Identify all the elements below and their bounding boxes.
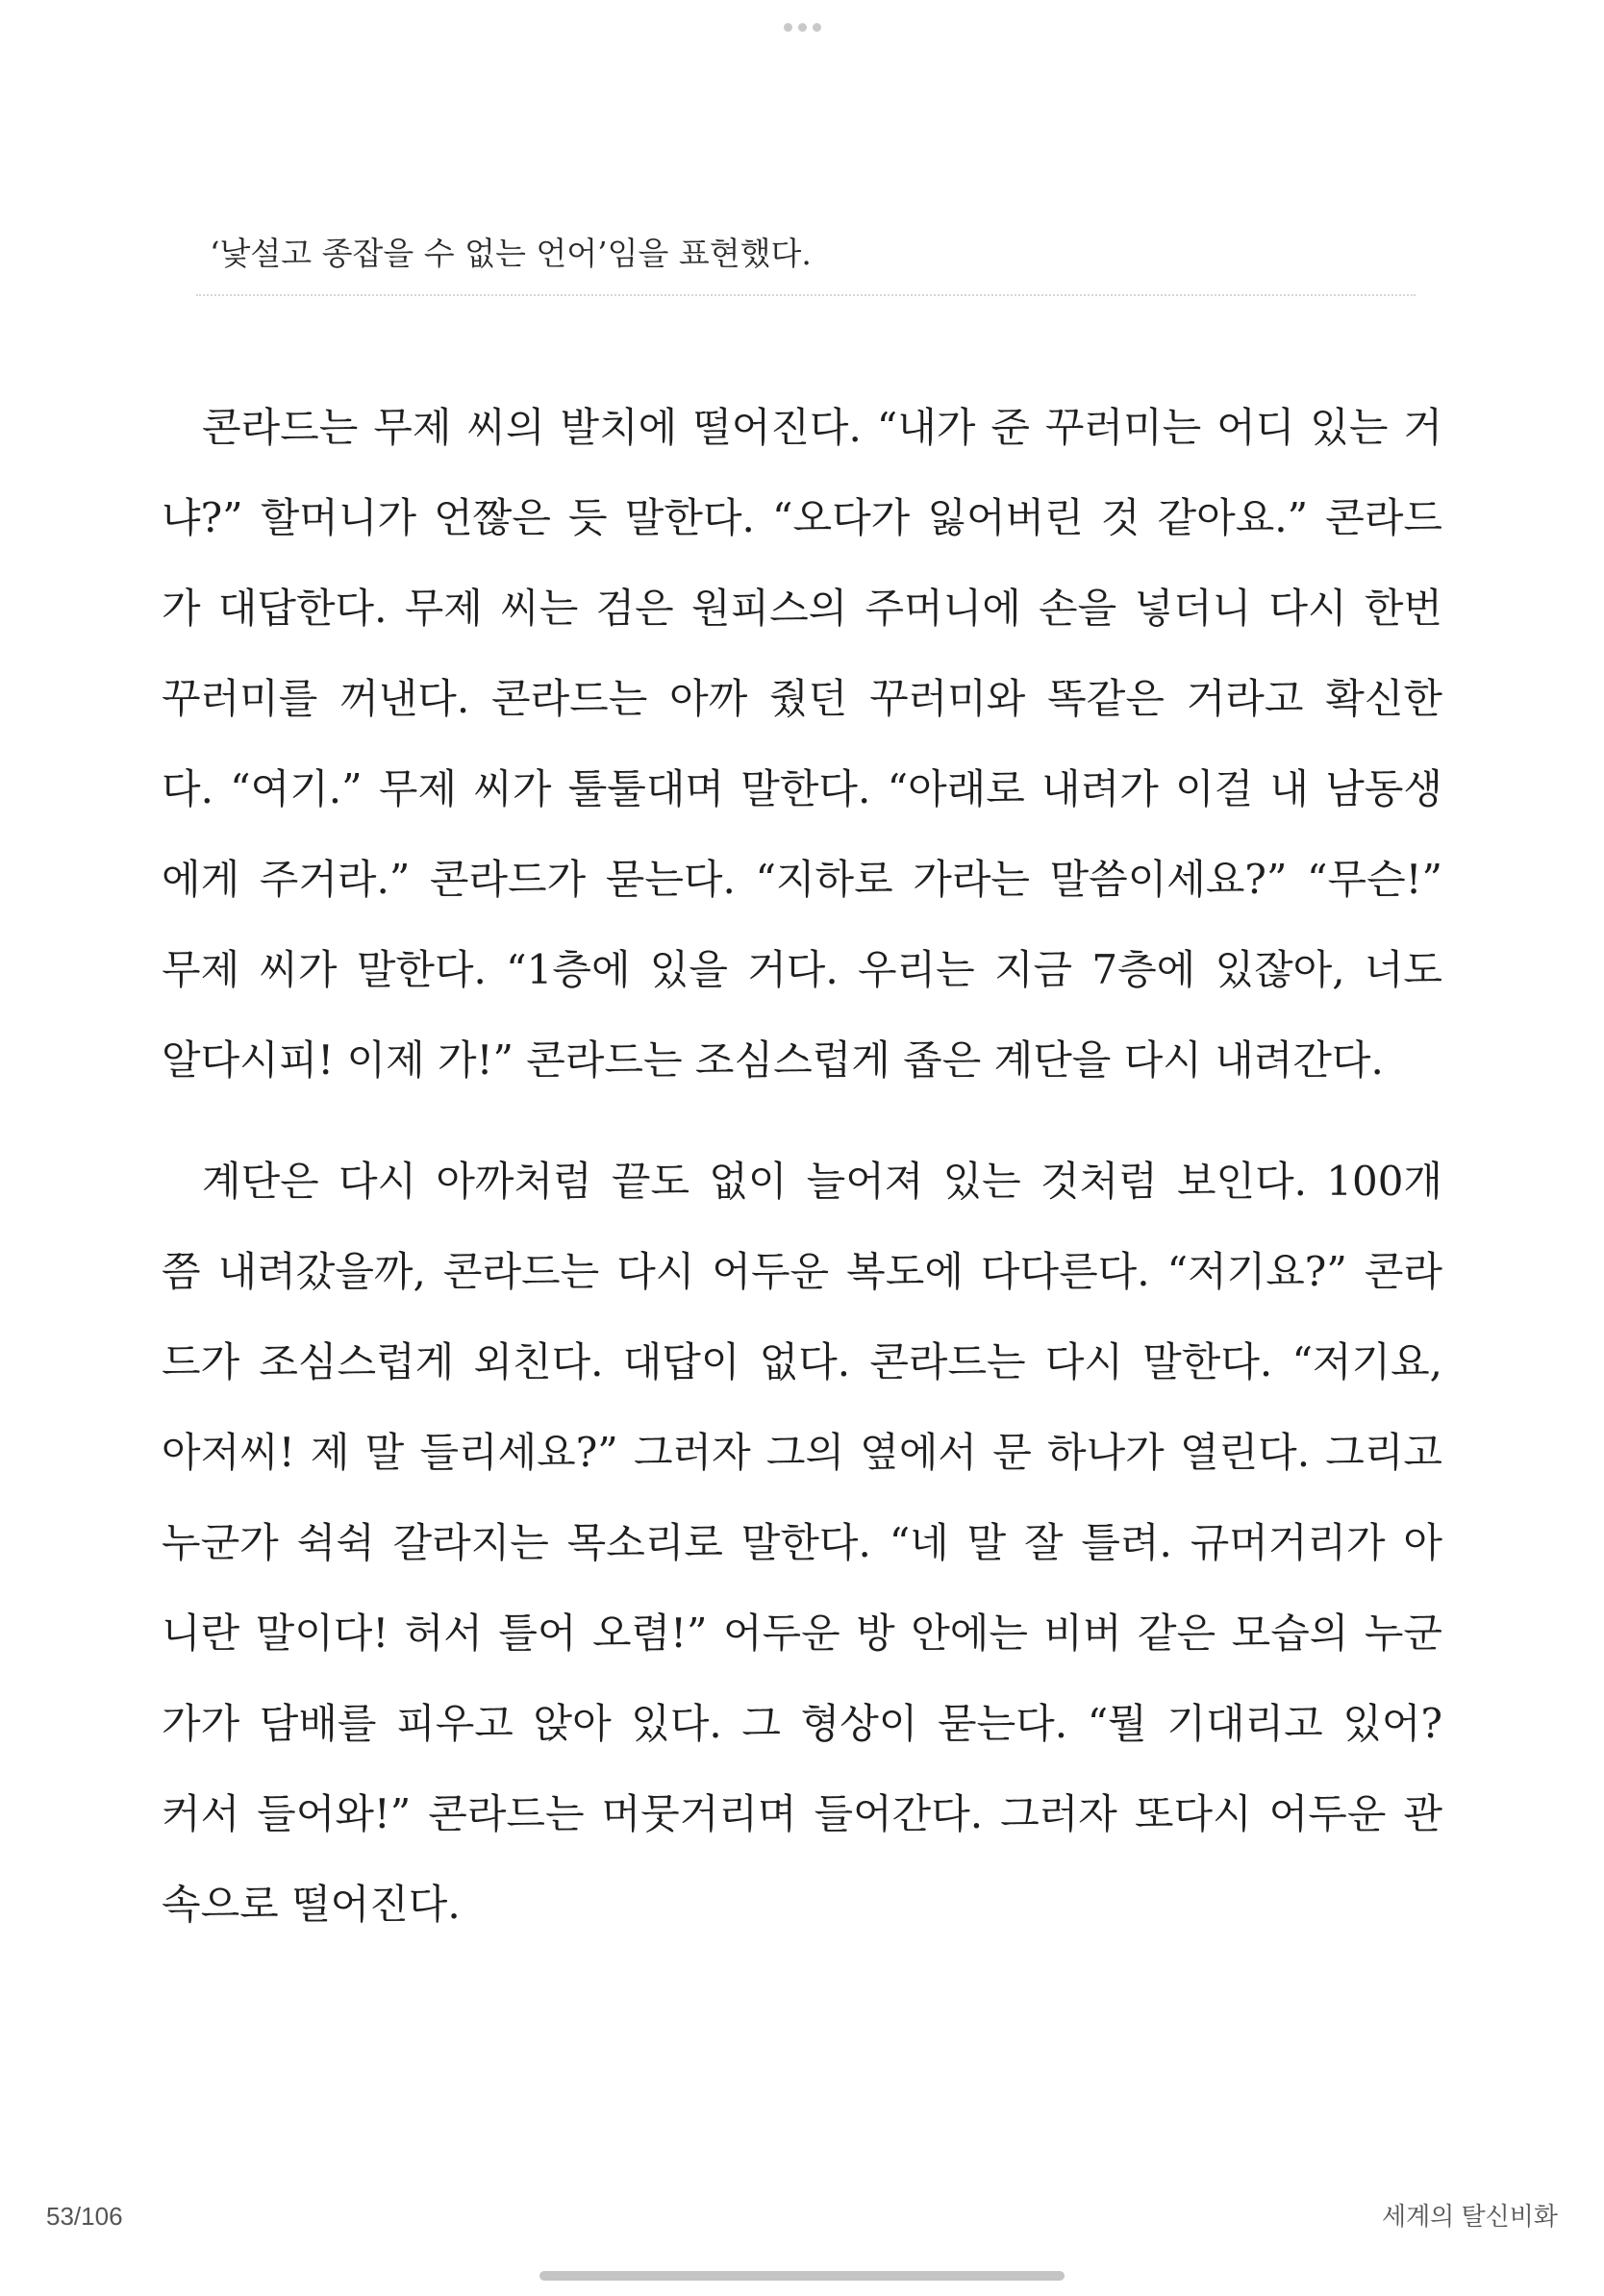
paragraph-2 <box>162 1136 1442 1950</box>
book-title: 세계의 탈신비화 <box>1381 2202 1558 2231</box>
text-line: 속으로 떨어진다. <box>162 1881 461 1928</box>
footnote-divider <box>196 294 1416 296</box>
text-line: 다. “여기.” 무제 씨가 툴툴대며 말한다. “아래로 내려가 이걸 내 남동생 <box>162 765 1442 812</box>
text-line: 에게 주거라.” 콘라드가 묻는다. “지하로 가라는 말씀이세요?” “무슨!” <box>162 856 1442 903</box>
footnote: ‘낯설고 종잡을 수 없는 언어’임을 표현했다. <box>210 235 812 272</box>
text-line: 콘라드는 무제 씨의 발치에 떨어진다. “내가 준 꾸러미는 어디 있는 거 <box>202 404 1442 451</box>
text-line: 가 대답한다. 무제 씨는 검은 원피스의 주머니에 손을 넣더니 다시 한번 <box>162 585 1442 632</box>
text-line: 냐?” 할머니가 언짢은 듯 말한다. “오다가 잃어버린 것 같아요.” 콘라드 <box>162 494 1442 541</box>
text-line: 쯤 내려갔을까, 콘라드는 다시 어두운 복도에 다다른다. “저기요?” 콘라 <box>162 1248 1442 1295</box>
text-line: 니란 말이다! 허서 틀어 오렴!” 어두운 방 안에는 비버 같은 모습의 누군 <box>162 1610 1442 1657</box>
page-indicator: 53/106 <box>46 2202 123 2231</box>
text-line: 가가 담배를 피우고 앉아 있다. 그 형상이 묻는다. “뭘 기대리고 있어? <box>162 1700 1442 1747</box>
text-line: 꾸러미를 꺼낸다. 콘라드는 아까 줬던 꾸러미와 똑같은 거라고 확신한 <box>162 675 1442 722</box>
text-line: 무제 씨가 말한다. “1층에 있을 거다. 우리는 지금 7층에 있잖아, 너도 <box>162 946 1442 993</box>
home-indicator[interactable] <box>539 2271 1065 2281</box>
paragraph-1 <box>162 383 1442 1106</box>
more-options-icon[interactable] <box>0 17 1604 31</box>
text-line: 커서 들어와!” 콘라드는 머뭇거리며 들어간다. 그러자 또다시 어두운 관 <box>162 1790 1442 1837</box>
text-line: 드가 조심스럽게 외친다. 대답이 없다. 콘라드는 다시 말한다. “저기요, <box>162 1338 1442 1385</box>
text-line: 아저씨! 제 말 들리세요?” 그러자 그의 옆에서 문 하나가 열린다. 그리고 <box>162 1429 1442 1476</box>
text-line: 계단은 다시 아까처럼 끝도 없이 늘어져 있는 것처럼 보인다. 100개 <box>202 1158 1442 1205</box>
text-line: 알다시피! 이제 가!” 콘라드는 조심스럽게 좁은 계단을 다시 내려간다. <box>162 1036 1384 1084</box>
text-line: 누군가 쉭쉭 갈라지는 목소리로 말한다. “네 말 잘 틀려. 규머거리가 아 <box>162 1519 1442 1566</box>
